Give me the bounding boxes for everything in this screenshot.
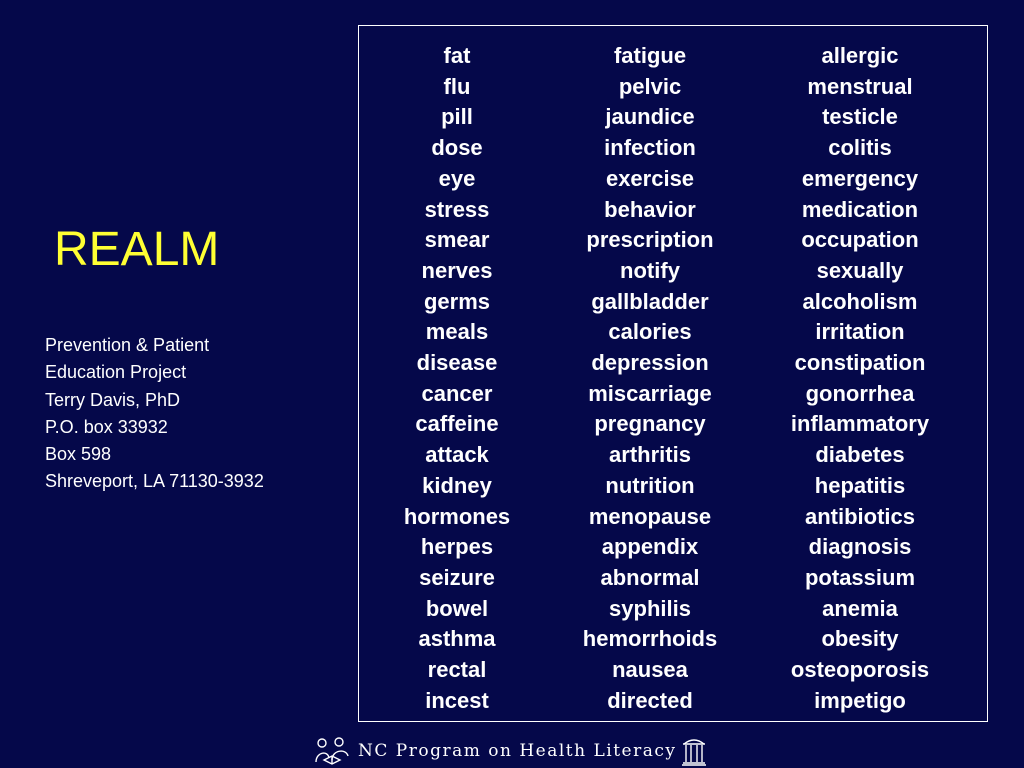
program-name: NC Program on Health Literacy	[358, 741, 677, 761]
word-list-box	[358, 25, 988, 722]
word-item: alcoholism	[802, 288, 918, 314]
word-item: notify	[620, 257, 680, 283]
word-item: asthma	[418, 626, 496, 652]
word-item: behavior	[604, 196, 696, 222]
word-item: emergency	[801, 165, 919, 191]
word-item: smear	[424, 227, 490, 253]
word-item: arthritis	[609, 442, 691, 468]
word-item: herpes	[420, 534, 494, 560]
word-item: gallbladder	[591, 288, 709, 314]
word-item: colitis	[828, 135, 892, 161]
word-item: eye	[438, 165, 476, 191]
word-column-3	[767, 41, 953, 716]
word-item: hepatitis	[814, 472, 906, 498]
word-item: attack	[425, 442, 489, 468]
word-item: flu	[443, 73, 471, 99]
word-item: meals	[425, 319, 489, 345]
word-column-1	[377, 41, 537, 716]
word-item: potassium	[804, 564, 916, 590]
word-item: exercise	[605, 165, 695, 191]
word-item: nausea	[612, 657, 688, 683]
word-item: anemia	[822, 595, 898, 621]
word-item: calories	[608, 319, 692, 345]
word-item: appendix	[601, 534, 699, 560]
word-item: depression	[591, 350, 709, 376]
word-item: medication	[801, 196, 919, 222]
word-item: syphilis	[609, 595, 691, 621]
word-item: diagnosis	[808, 534, 912, 560]
word-item: dose	[431, 135, 483, 161]
contact-line: P.O. box 33932	[45, 416, 168, 437]
word-item: seizure	[419, 564, 495, 590]
word-item: menstrual	[807, 73, 913, 99]
word-item: sexually	[816, 257, 904, 283]
word-item: rectal	[427, 657, 487, 683]
slide-title: REALM	[54, 223, 220, 276]
word-column-2	[557, 41, 743, 716]
word-item: abnormal	[600, 564, 700, 590]
contact-block	[45, 332, 345, 496]
word-item: diabetes	[815, 442, 905, 468]
word-item: cancer	[421, 380, 493, 406]
word-item: bowel	[425, 595, 489, 621]
word-item: caffeine	[415, 411, 499, 437]
people-reading-icon	[312, 736, 354, 766]
word-item: irritation	[815, 319, 905, 345]
word-item: incest	[425, 687, 489, 713]
word-item: infection	[604, 135, 696, 161]
old-well-icon	[681, 735, 707, 767]
word-item: fatigue	[613, 43, 687, 68]
word-item: constipation	[794, 350, 926, 376]
word-item: miscarriage	[588, 380, 712, 406]
word-item: disease	[416, 350, 498, 376]
word-item: germs	[423, 288, 491, 314]
word-item: pelvic	[618, 73, 682, 99]
word-item: impetigo	[814, 687, 906, 713]
word-item: directed	[607, 687, 693, 713]
word-item: kidney	[422, 472, 492, 498]
word-item: occupation	[801, 227, 919, 253]
word-item: fat	[443, 43, 471, 68]
word-item: inflammatory	[790, 411, 930, 437]
word-item: testicle	[822, 104, 898, 130]
word-item: nerves	[421, 257, 493, 283]
word-item: gonorrhea	[805, 380, 915, 406]
word-item: hormones	[403, 503, 511, 529]
word-item: obesity	[821, 626, 899, 652]
footer	[312, 734, 722, 768]
contact-line: Shreveport, LA 71130-3932	[45, 471, 264, 492]
word-item: allergic	[821, 43, 899, 68]
word-item: menopause	[588, 503, 712, 529]
word-item: prescription	[586, 227, 714, 253]
word-item: pregnancy	[594, 411, 706, 437]
word-item: antibiotics	[804, 503, 915, 529]
word-item: nutrition	[605, 472, 695, 498]
word-item: jaundice	[605, 104, 695, 130]
word-item: hemorrhoids	[582, 626, 718, 652]
word-item: osteoporosis	[790, 657, 930, 683]
word-item: pill	[441, 104, 473, 130]
contact-line: Box 598	[45, 444, 112, 465]
contact-line: Prevention & Patient	[45, 335, 210, 355]
contact-line: Terry Davis, PhD	[45, 389, 181, 410]
word-item: stress	[424, 196, 490, 222]
contact-line: Education Project	[45, 362, 187, 383]
